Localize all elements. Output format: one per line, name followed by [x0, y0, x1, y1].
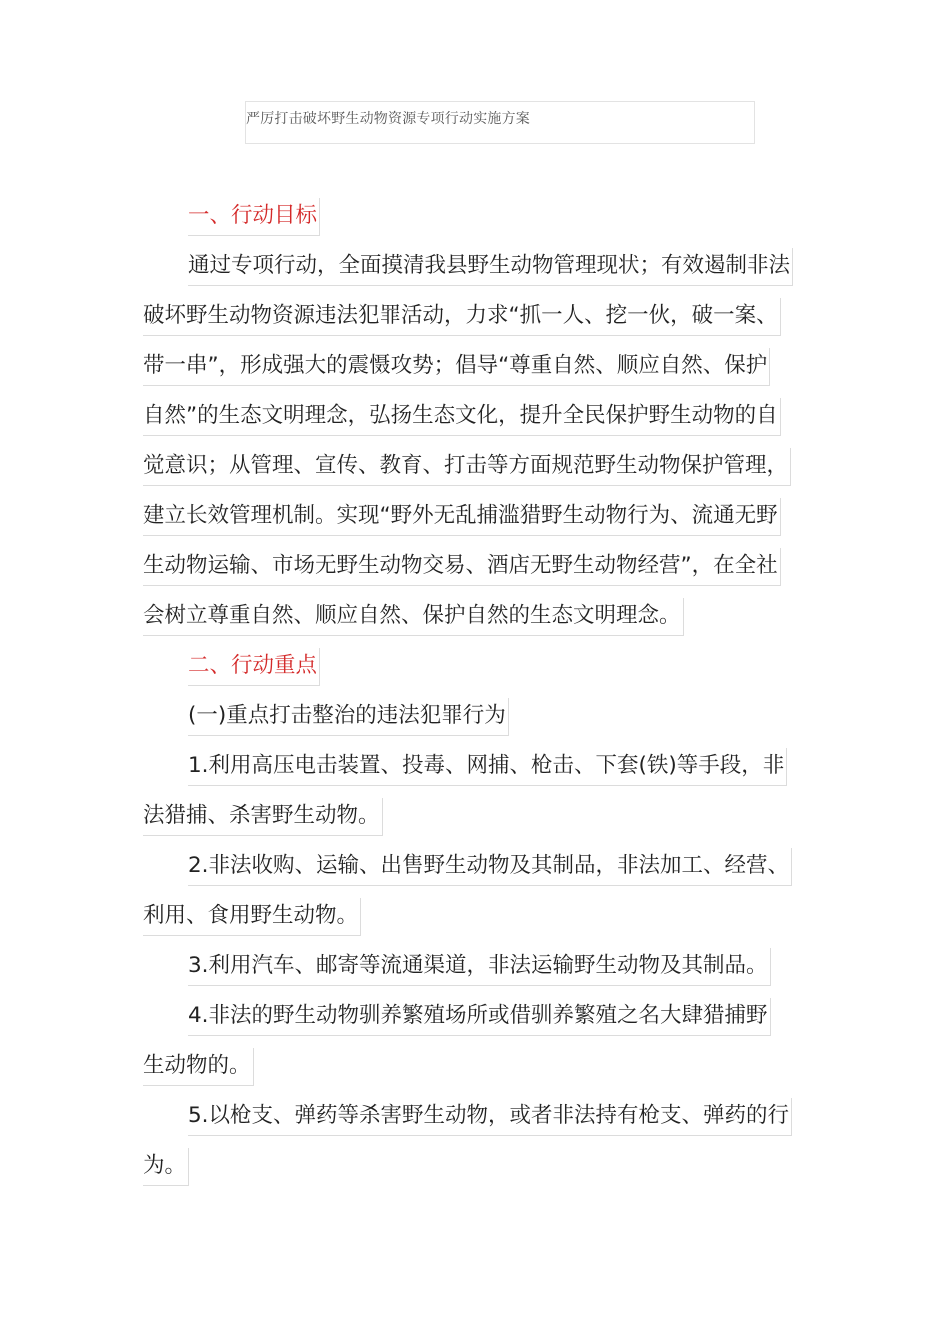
subsection-heading: (一)重点打击整治的违法犯罪行为 [188, 698, 509, 736]
section-heading-focus: 二、行动重点 [188, 648, 320, 686]
list-item-line: 4.非法的野生动物驯养繁殖场所或借驯养繁殖之名大肆猎捕野 [188, 998, 771, 1036]
list-item-line: 为。 [143, 1148, 189, 1186]
paragraph-line: 会树立尊重自然、顺应自然、保护自然的生态文明理念。 [143, 598, 684, 636]
list-item-line: 法猎捕、杀害野生动物。 [143, 798, 383, 836]
section-heading-goals: 一、行动目标 [188, 198, 320, 236]
list-item-line: 3.利用汽车、邮寄等流通渠道，非法运输野生动物及其制品。 [188, 948, 771, 986]
document-header-title: 严厉打击破坏野生动物资源专项行动实施方案 [246, 111, 530, 127]
paragraph-line: 通过专项行动，全面摸清我县野生动物管理现状；有效遏制非法 [188, 248, 793, 286]
list-item-line: 2.非法收购、运输、出售野生动物及其制品，非法加工、经营、 [188, 848, 792, 886]
list-item-line: 利用、食用野生动物。 [143, 898, 361, 936]
paragraph-line: 带一串”，形成强大的震慑攻势；倡导“尊重自然、顺应自然、保护 [143, 348, 770, 386]
paragraph-line: 觉意识；从管理、宣传、教育、打击等方面规范野生动物保护管理， [143, 448, 791, 486]
paragraph-line: 破坏野生动物资源违法犯罪活动，力求“抓一人、挖一伙，破一案、 [143, 298, 781, 336]
paragraph-line: 自然”的生态文明理念，弘扬生态文化，提升全民保护野生动物的自 [143, 398, 781, 436]
paragraph-line: 生动物运输、市场无野生动物交易、酒店无野生动物经营”，在全社 [143, 548, 781, 586]
list-item-line: 5.以枪支、弹药等杀害野生动物，或者非法持有枪支、弹药的行 [188, 1098, 792, 1136]
list-item-line: 1.利用高压电击装置、投毒、网捕、枪击、下套(铁)等手段，非 [188, 748, 787, 786]
list-item-line: 生动物的。 [143, 1048, 254, 1086]
paragraph-line: 建立长效管理机制。实现“野外无乱捕滥猎野生动物行为、流通无野 [143, 498, 781, 536]
